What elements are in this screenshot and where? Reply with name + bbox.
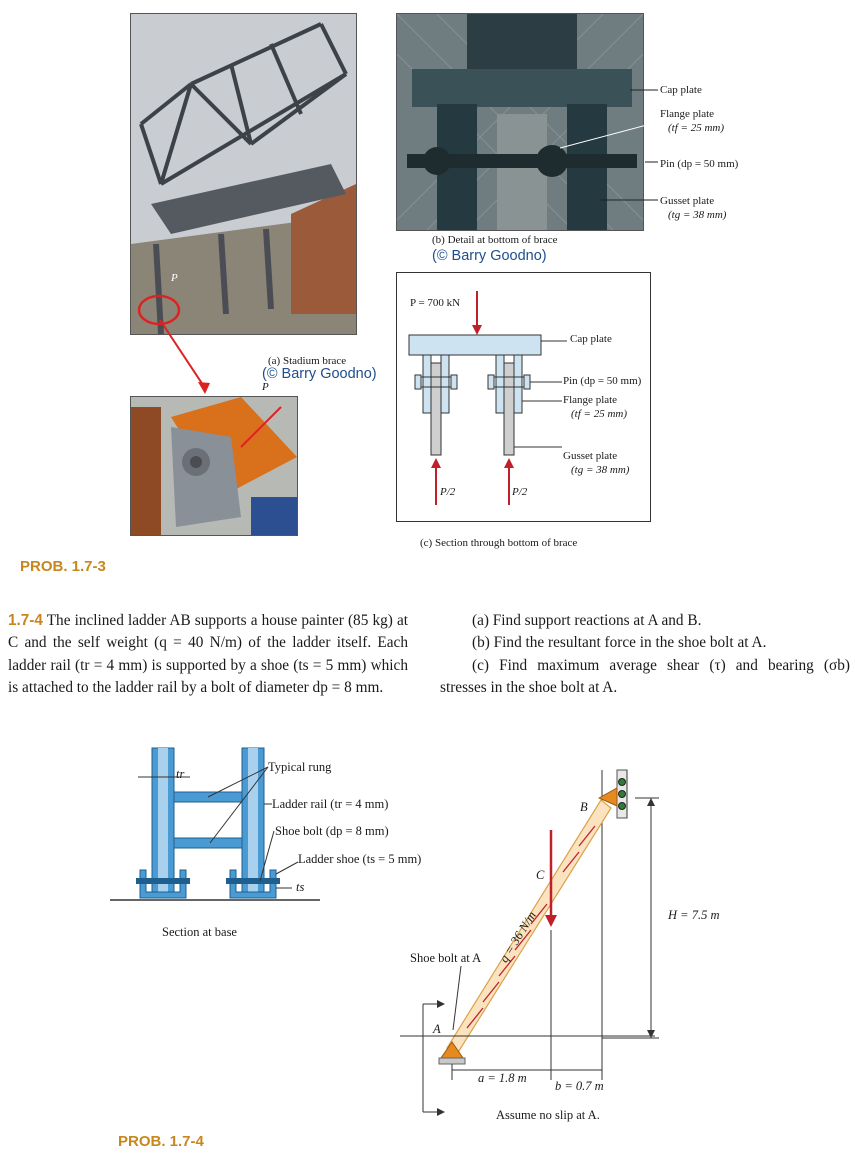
dim-h-label: H = 7.5 m (668, 908, 720, 922)
shoe-thickness-label: ts (296, 880, 305, 894)
photo-b-credit: (© Barry Goodno) (432, 248, 547, 264)
dim-b-label: b = 0.7 m (555, 1079, 604, 1093)
section-c-reaction-right-label: P/2 (512, 486, 528, 498)
problem-statement (8, 610, 408, 700)
section-c-gusset-plate-label: Gusset plate (563, 450, 618, 462)
photo-b-caption: (b) Detail at bottom of brace (432, 234, 558, 246)
photo-b-gusset-thickness-label: (tg = 38 mm) (668, 209, 727, 221)
photo-b-gusset-plate-label: Gusset plate (660, 195, 715, 207)
ladder-diagram (395, 760, 715, 1130)
problem-parts (440, 610, 850, 700)
section-c-reaction-left-label: P/2 (440, 486, 456, 498)
photo-b-pin-label: Pin (dp = 50 mm) (660, 158, 739, 170)
brace-base-inset-photo (130, 396, 298, 536)
photo-a-load-label: P (171, 272, 178, 284)
photo-a-caption: (a) Stadium brace (268, 355, 347, 367)
section-c-flange-plate-label: Flange plate (563, 394, 618, 406)
shoe-bolt-at-a-label: Shoe bolt at A (410, 951, 482, 965)
photo-b-flange-thickness-label: (tf = 25 mm) (668, 122, 724, 134)
ladder-shoe-label: Ladder shoe (ts = 5 mm) (298, 852, 422, 866)
photo-callout-arrow (150, 320, 230, 400)
inset-load-label: P (262, 381, 269, 393)
no-slip-note: Assume no slip at A. (496, 1108, 600, 1122)
problem-part-b: (b) Find the resultant force in the shoe bolt at A. (472, 634, 767, 652)
prob-1-7-3-label: PROB. 1.7-3 (20, 558, 106, 575)
point-c-label: C (536, 868, 545, 882)
brace-base-inset-drawing (131, 397, 297, 535)
typical-rung-label: Typical rung (268, 760, 332, 774)
problem-part-a: (a) Find support reactions at A and B. (472, 612, 702, 629)
shoe-bolt-label: Shoe bolt (dp = 8 mm) (275, 824, 389, 838)
photo-b-flange-plate-label: Flange plate (660, 108, 715, 120)
point-b-label: B (580, 800, 588, 814)
distributed-load-label: q = 36 N/m (496, 908, 539, 965)
photo-b-callout-lines (560, 80, 660, 220)
section-c-gusset-thickness-label: (tg = 38 mm) (571, 464, 630, 476)
problem-statement-text: The inclined ladder AB supports a house painter (85 kg) at C and the self weight (q = 40 N/m) of the ladder itself. Each ladder rail (tr = 4 mm) is supported by a shoe (ts = 5 mm) which is attached to the ladder rail by a bolt of diameter dp = 8 mm. (8, 612, 408, 697)
section-base-caption: Section at base (162, 925, 237, 939)
ladder-rail-label: Ladder rail (tr = 4 mm) (272, 797, 389, 811)
stadium-structure-drawing (131, 14, 356, 334)
rail-thickness-label: tr (176, 767, 185, 781)
photo-b-cap-plate-label: Cap plate (660, 84, 702, 96)
section-c-cap-plate-label: Cap plate (570, 333, 612, 345)
problem-part-c: (c) Find maximum average shear (τ) and bearing (σb) stresses in the shoe bolt at A. (440, 656, 850, 697)
dim-a-label: a = 1.8 m (478, 1071, 527, 1085)
section-c-load-label: P = 700 kN (410, 297, 461, 309)
section-c-flange-thickness-label: (tf = 25 mm) (571, 408, 627, 420)
section-c-caption: (c) Section through bottom of brace (420, 537, 578, 549)
problem-number: 1.7-4 (8, 612, 43, 629)
section-c-pin-label: Pin (dp = 50 mm) (563, 375, 642, 387)
stadium-brace-photo (130, 13, 357, 335)
photo-a-credit: (© Barry Goodno) (262, 366, 377, 382)
prob-1-7-4-label: PROB. 1.7-4 (118, 1133, 204, 1150)
point-a-label: A (433, 1022, 441, 1036)
